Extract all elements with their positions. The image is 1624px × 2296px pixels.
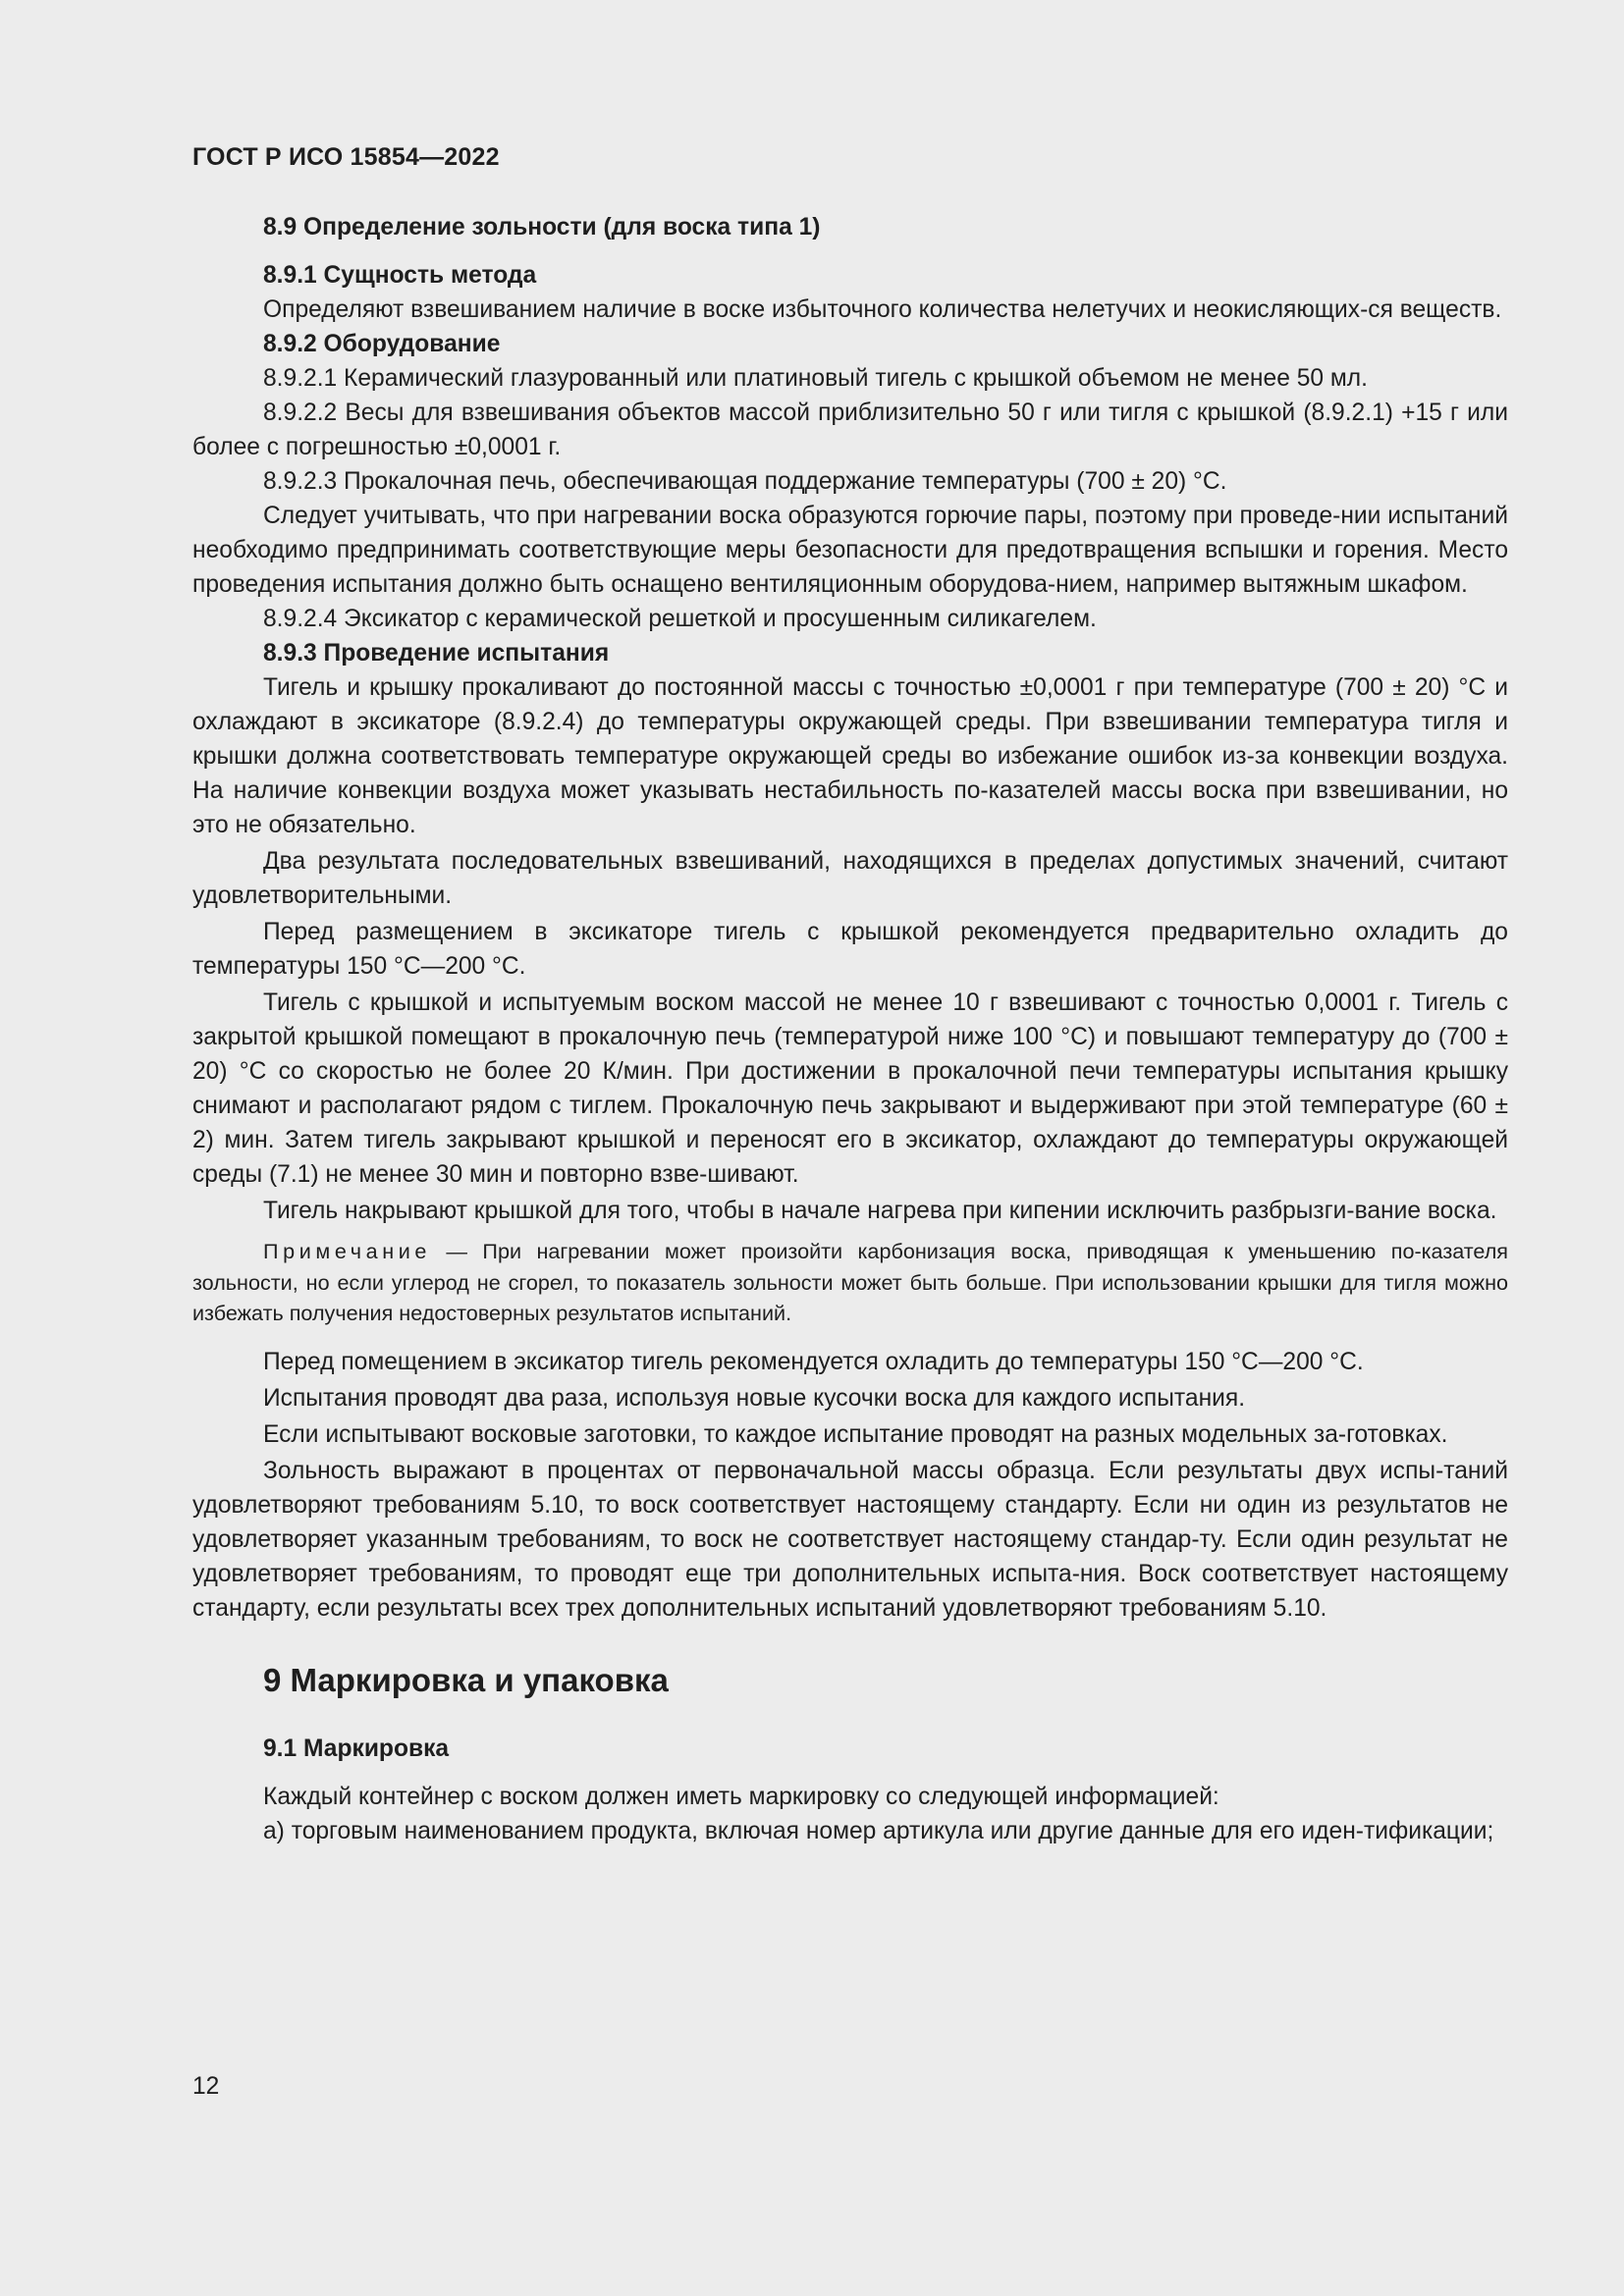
paragraph-8-9-3-9: Зольность выражают в процентах от первоначальной массы образца. Если результаты двух испы-таний удовлетворяют требованиям 5.10, то воск соответствует настоящему стандарту. Если ни один из результатов не удовлетворяет указанным требованиям, то воск не соответствует настоящему стандар-ту. Если один результат не удовлетворяет требованиям, то проводят еще три дополнительных испыта-ния. Воск соответствует настоящему стандарту, если результаты всех трех дополнительных испытаний удовлетворяют требованиям 5.10. [192, 1457, 1508, 1622]
note-label: Примечание [263, 1239, 431, 1263]
running-head: ГОСТ Р ИСО 15854—2022 [192, 143, 500, 171]
paragraph-8-9-3-5: Тигель накрывают крышкой для того, чтобы в начале нагрева при кипении исключить разбрызги-вание воска. [263, 1198, 1497, 1224]
heading-8-9-1: 8.9.1 Сущность метода [263, 262, 537, 289]
item-8-9-2-4: 8.9.2.4 Эксикатор с керамической решеткой и просушенным силикагелем. [263, 606, 1097, 632]
item-8-9-2-2: 8.9.2.2 Весы для взвешивания объектов массой приблизительно 50 г или тигля с крышкой (8.9.2.1) +15 г или более с погрешностью ±0,0001 г. [192, 400, 1508, 460]
heading-8-9-3: 8.9.3 Проведение испытания [263, 640, 610, 667]
heading-9: 9 Маркировка и упаковка [263, 1661, 669, 1698]
heading-8-9-2: 8.9.2 Оборудование [263, 331, 501, 357]
paragraph-8-9-3-3: Перед размещением в эксикаторе тигель с крышкой рекомендуется предварительно охладить до температуры 150 °С—200 °С. [192, 919, 1508, 980]
heading-9-1: 9.1 Маркировка [263, 1735, 450, 1762]
paragraph-8-9-3-6: Перед помещением в эксикатор тигель рекомендуется охладить до температуры 150 °С—200 °С. [263, 1348, 1364, 1375]
paragraph-8-9-1: Определяют взвешиванием наличие в воске избыточного количества нелетучих и неокисляющих-ся веществ. [263, 296, 1502, 323]
paragraph-8-9-3-1: Тигель и крышку прокаливают до постоянной массы с точностью ±0,0001 г при температуре (700 ± 20) °С и охлаждают в эксикаторе (8.9.2.4) до температуры окружающей среды. При взвешивании температура тигля и крышки должна соответствовать температуре окружающей среды во избежание ошибок из-за конвекции воздуха. На наличие конвекции воздуха может указывать нестабильность по-казателей массы воска при взвешивании, но это не обязательно. [192, 674, 1508, 838]
document-page [192, 139, 1508, 1848]
item-8-9-2-1: 8.9.2.1 Керамический глазурованный или платиновый тигель с крышкой объемом не менее 50 мл. [263, 365, 1368, 392]
item-8-9-2-3: 8.9.2.3 Прокалочная печь, обеспечивающая поддержание температуры (700 ± 20) °С. [263, 468, 1227, 495]
paragraph-8-9-3-8: Если испытывают восковые заготовки, то каждое испытание проводят на разных модельных за-готовках. [263, 1420, 1448, 1448]
heading-8-9: 8.9 Определение зольности (для воска типа 1) [263, 214, 821, 240]
paragraph-9-1-1: Каждый контейнер с воском должен иметь маркировку со следующей информацией: [263, 1783, 1219, 1810]
safety-warning: Следует учитывать, что при нагревании воска образуются горючие пары, поэтому при проведе-нии испытаний необходимо предпринимать соответствующие меры безопасности для предотвращения вспышки и горения. Место проведения испытания должно быть оснащено вентиляционным оборудова-нием, например вытяжным шкафом. [192, 503, 1508, 598]
paragraph-8-9-3-7: Испытания проводят два раза, используя новые кусочки воска для каждого испытания. [263, 1384, 1246, 1412]
note [192, 1236, 1508, 1329]
paragraph-8-9-3-4: Тигель с крышкой и испытуемым воском массой не менее 10 г взвешивают с точностью 0,0001 г. Тигель с закрытой крышкой помещают в прокалочную печь (температурой ниже 100 °С) и повышают температуру до (700 ± 20) °С со скоростью не более 20 К/мин. При достижении в прокалочной печи температуры испытания крышку снимают и располагают рядом с тиглем. Прокалочную печь закрывают и выдерживают при этой температуре (60 ± 2) мин. Затем тигель закрывают крышкой и переносят его в эксикатор, охлаждают до температуры окружающей среды (7.1) не менее 30 мин и повторно взве-шивают. [192, 989, 1508, 1188]
note-text: — При нагревании может произойти карбонизация воска, приводящая к уменьшению по-казателя зольности, но если углерод не сгорел, то показатель зольности может быть больше. При использовании крышки для тигля можно избежать получения недостоверных результатов испытаний. [192, 1239, 1508, 1325]
list-item-a: а) торговым наименованием продукта, включая номер артикула или другие данные для его иден-тификации; [263, 1817, 1494, 1844]
paragraph-8-9-3-2: Два результата последовательных взвешиваний, находящихся в пределах допустимых значений, считают удовлетворительными. [192, 848, 1508, 909]
page-number: 12 [192, 2073, 220, 2100]
